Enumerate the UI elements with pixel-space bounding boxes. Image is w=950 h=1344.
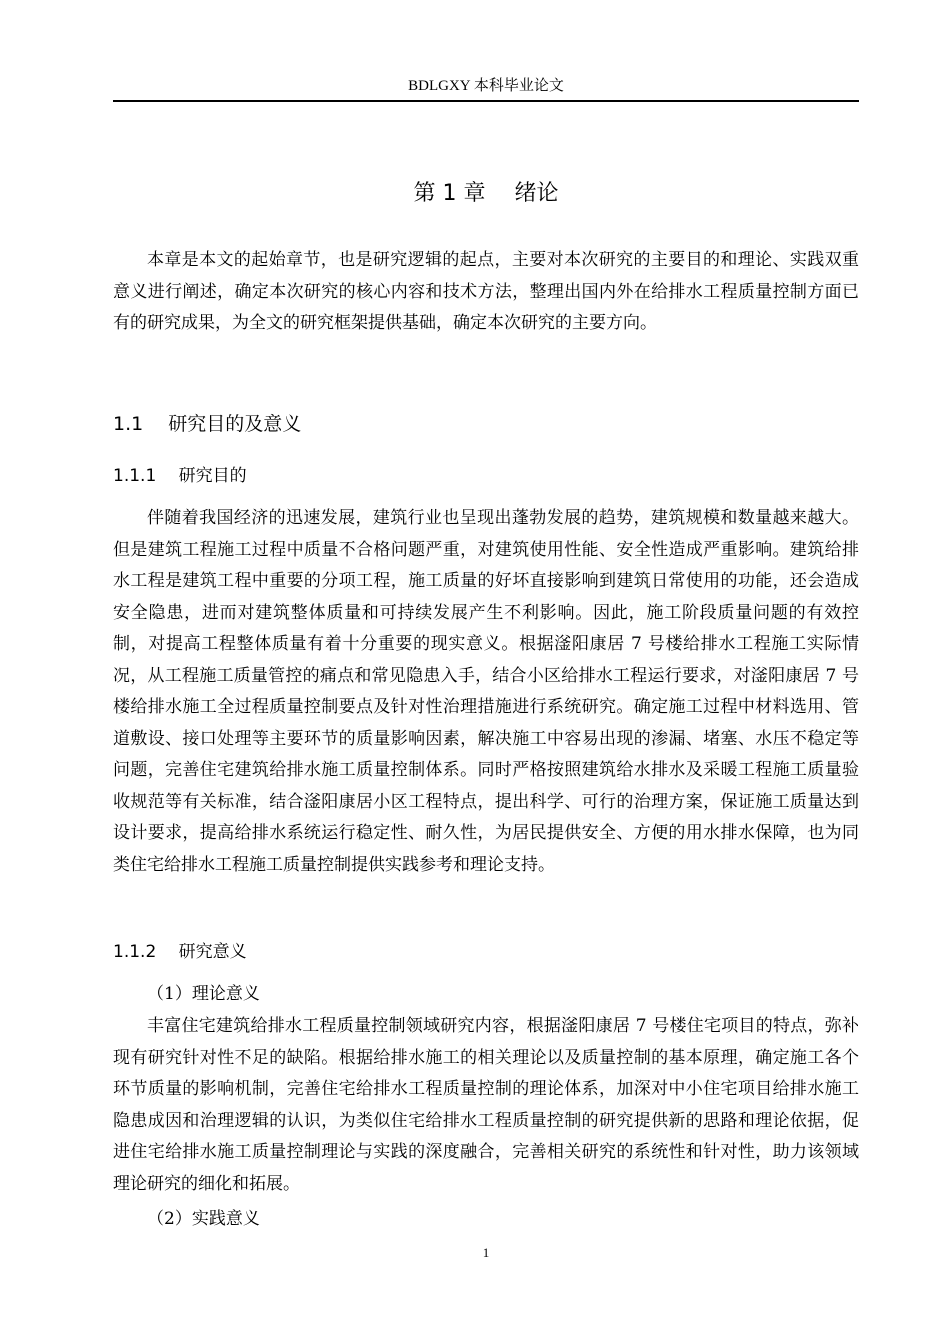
running-header: BDLGXY 本科毕业论文 [408, 78, 564, 94]
header-rule [113, 100, 859, 102]
theory-significance-label: （1）理论意义 [147, 984, 260, 1004]
page-number: 1 [482, 1245, 490, 1260]
section-heading-1-1-1: 1.1.1 研究目的 [113, 466, 247, 486]
research-purpose-paragraph: 伴随着我国经济的迅速发展，建筑行业也呈现出蓬勃发展的趋势，建筑规模和数量越来越大。但是建筑工程施工过程中质量不合格问题严重，对建筑使用性能、安全性造成严重影响。建筑给排水工程是建筑工程中重要的分项工程，施工质量的好坏直接影响到建筑日常使用的功能，还会造成安全隐患，进而对建筑整体质量和可持续发展产生不利影响。因此，施工阶段质量问题的有效控制，对提高工程整体质量有着十分重要的现实意义。根据滏阳康居 7 号楼给排水工程施工实际情况，从工程施工质量管控的痛点和常见隐患入手，结合小区给排水工程运行要求，对滏阳康居 7 号楼给排水施工全过程质量控制要点及针对性治理措施进行系统研究。确定施工过程中材料选用、管道敷设、接口处理等主要环节的质量影响因素，解决施工中容易出现的渗漏、堵塞、水压不稳定等问题，完善住宅建筑给排水施工质量控制体系。同时严格按照建筑给水排水及采暖工程施工质量验收规范等有关标准，结合滏阳康居小区工程特点，提出科学、可行的治理方案，保证施工质量达到设计要求，提高给排水系统运行稳定性、耐久性，为居民提供安全、方便的用水排水保障，也为同类住宅给排水工程施工质量控制提供实践参考和理论支持。 [113, 508, 859, 875]
chapter-title: 第 1 章 绪论 [413, 181, 559, 206]
theory-significance-paragraph: 丰富住宅建筑给排水工程质量控制领域研究内容，根据滏阳康居 7 号楼住宅项目的特点，弥补现有研究针对性不足的缺陷。根据给排水施工的相关理论以及质量控制的基本原理，确定施工各个环节质量的影响机制，完善住宅给排水工程质量控制的理论体系，加深对中小住宅项目给排水施工隐患成因和治理逻辑的认识，为类似住宅给排水工程质量控制的研究提供新的思路和理论依据，促进住宅给排水施工质量控制理论与实践的深度融合，完善相关研究的系统性和针对性，助力该领域理论研究的细化和拓展。 [113, 1016, 859, 1194]
practice-significance-label: （2）实践意义 [147, 1209, 260, 1229]
intro-paragraph: 本章是本文的起始章节，也是研究逻辑的起点，主要对本次研究的主要目的和理论、实践双重意义进行阐述，确定本次研究的核心内容和技术方法，整理出国内外在给排水工程质量控制方面已有的研究成果，为全文的研究框架提供基础，确定本次研究的主要方向。 [113, 250, 859, 333]
section-heading-1-1-2: 1.1.2 研究意义 [113, 942, 247, 962]
section-heading-1-1: 1.1 研究目的及意义 [113, 413, 302, 435]
